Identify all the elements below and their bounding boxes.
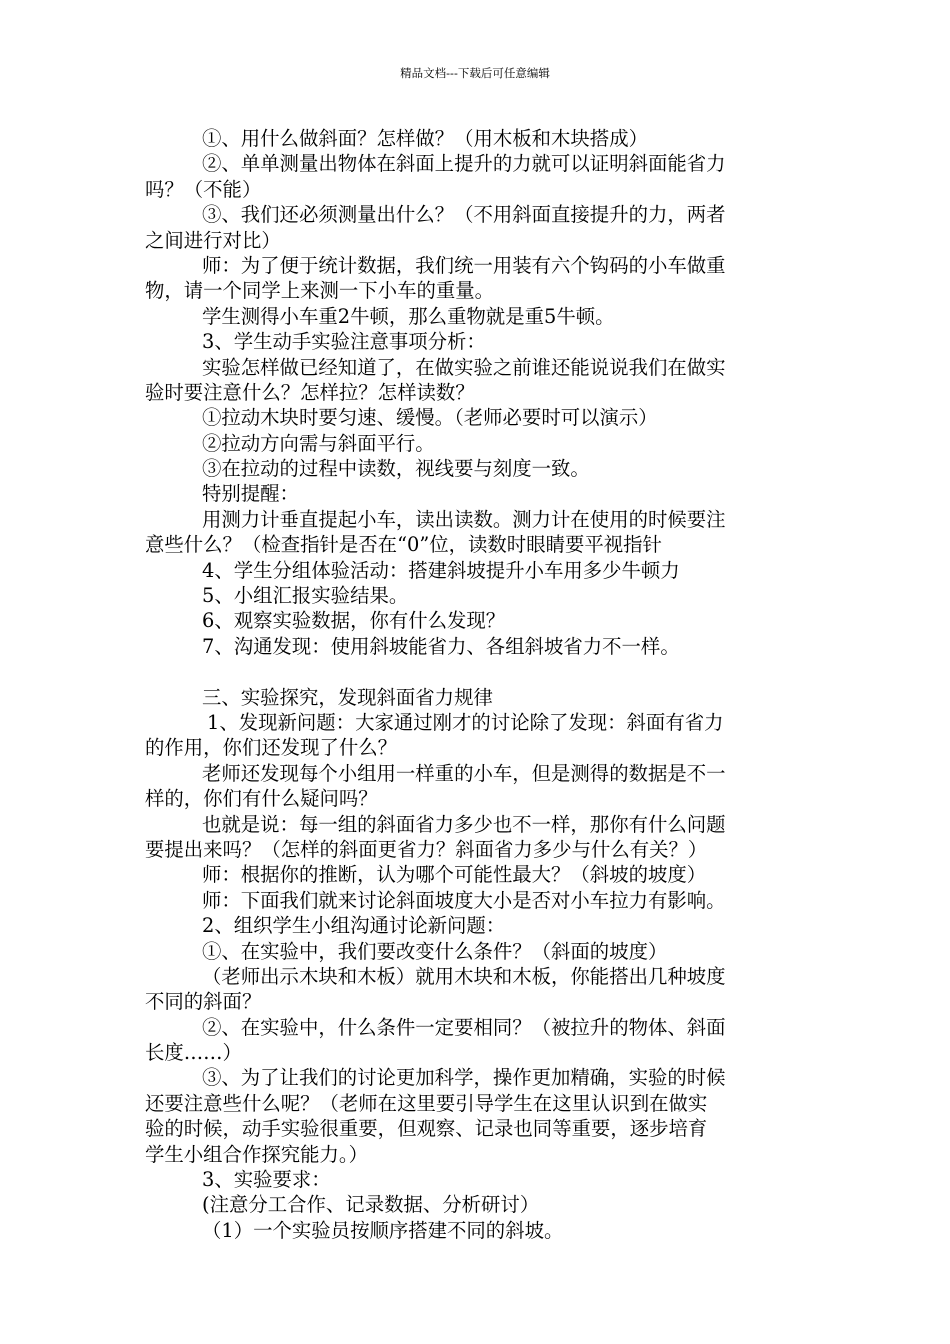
text-line: ①、用什么做斜面？怎样做？（用木板和木块搭成） xyxy=(202,127,648,150)
text-line: 7、沟通发现：使用斜坡能省力、各组斜坡省力不一样。 xyxy=(202,634,680,658)
text-line: 师：为了便于统计数据，我们统一用装有六个钩码的小车做重 xyxy=(202,253,726,277)
text-line: 之间进行对比） xyxy=(145,228,281,252)
text-line: ③在拉动的过程中读数，视线要与刻度一致。 xyxy=(202,457,590,481)
text-line: 3、学生动手实验注意事项分析： xyxy=(202,330,486,354)
blank-line xyxy=(145,659,810,684)
text-line: ②拉动方向需与斜面平行。 xyxy=(202,431,435,455)
section-heading: 三、实验探究，发现斜面省力规律 xyxy=(202,685,493,709)
text-line: 1、发现新问题：大家通过刚才的讨论除了发现：斜面有省力 xyxy=(207,710,724,734)
text-line: 样的，你们有什么疑问吗？ xyxy=(145,787,378,811)
text-line: ②、在实验中，什么条件一定要相同？（被拉升的物体、斜面 xyxy=(202,1015,726,1039)
text-line: ①拉动木块时要匀速、缓慢。（老师必要时可以演示） xyxy=(202,406,658,430)
text-line: 3、实验要求： xyxy=(202,1168,331,1192)
text-line: 师：根据你的推断，认为哪个可能性最大？（斜坡的坡度） xyxy=(202,863,707,887)
text-line: 还要注意些什么呢？（老师在这里要引导学生在这里认识到在做实 xyxy=(145,1091,708,1115)
text-line: （老师出示木块和木板）就用木块和木板，你能搭出几种坡度 xyxy=(202,964,726,988)
text-line: 不同的斜面？ xyxy=(145,990,262,1014)
text-line: 2、组织学生小组沟通讨论新问题： xyxy=(202,914,506,938)
text-line: 吗？（不能） xyxy=(145,177,262,201)
text-line: (注意分工合作、记录数据、分析研讨） xyxy=(202,1193,540,1217)
text-line: ③、为了让我们的讨论更加科学，操作更加精确，实验的时候 xyxy=(202,1066,726,1090)
text-line: ①、在实验中，我们要改变什么条件？（斜面的坡度） xyxy=(202,939,668,963)
text-line: 4、学生分组体验活动：搭建斜坡提升小车用多少牛顿力 xyxy=(202,558,680,582)
document-body xyxy=(145,126,810,1243)
text-line: 5、小组汇报实验结果。 xyxy=(202,584,409,608)
text-line: 长度……） xyxy=(145,1041,242,1065)
text-line: 也就是说：每一组的斜面省力多少也不一样，那你有什么问题 xyxy=(202,812,726,836)
text-line: 实验怎样做已经知道了，在做实验之前谁还能说说我们在做实 xyxy=(202,355,726,379)
text-line: 意些什么？（检查指针是否在“0”位，读数时眼睛要平视指针 xyxy=(145,533,662,557)
text-line: 师：下面我们就来讨论斜面坡度大小是否对小车拉力有影响。 xyxy=(202,888,726,912)
text-line: 老师还发现每个小组用一样重的小车，但是测得的数据是不一 xyxy=(202,761,726,785)
text-line: 用测力计垂直提起小车，读出读数。测力计在使用的时候要注 xyxy=(202,507,726,531)
text-line: 要提出来吗？（怎样的斜面更省力？斜面省力多少与什么有关？） xyxy=(145,837,708,861)
text-line: 学生测得小车重2牛顿，那么重物就是重5牛顿。 xyxy=(202,304,615,328)
page-header: 精品文档---下载后可任意编辑 xyxy=(400,66,550,80)
text-line: 6、观察实验数据，你有什么发现？ xyxy=(202,609,506,633)
text-line: 的作用，你们还发现了什么？ xyxy=(145,736,398,760)
text-line: 特别提醒： xyxy=(202,482,299,506)
text-line: 验时要注意什么？怎样拉？怎样读数？ xyxy=(145,380,475,404)
text-line: 验的时候，动手实验很重要，但观察、记录也同等重要，逐步培育 xyxy=(145,1117,708,1141)
text-line: ②、单单测量出物体在斜面上提升的力就可以证明斜面能省力 xyxy=(202,152,726,176)
text-line: （1）一个实验员按顺序搭建不同的斜坡。 xyxy=(202,1218,564,1242)
text-line: 物，请一个同学上来测一下小车的重量。 xyxy=(145,279,495,303)
text-line: ③、我们还必须测量出什么？（不用斜面直接提升的力，两者 xyxy=(202,203,726,227)
text-line: 学生小组合作探究能力。） xyxy=(145,1142,368,1166)
